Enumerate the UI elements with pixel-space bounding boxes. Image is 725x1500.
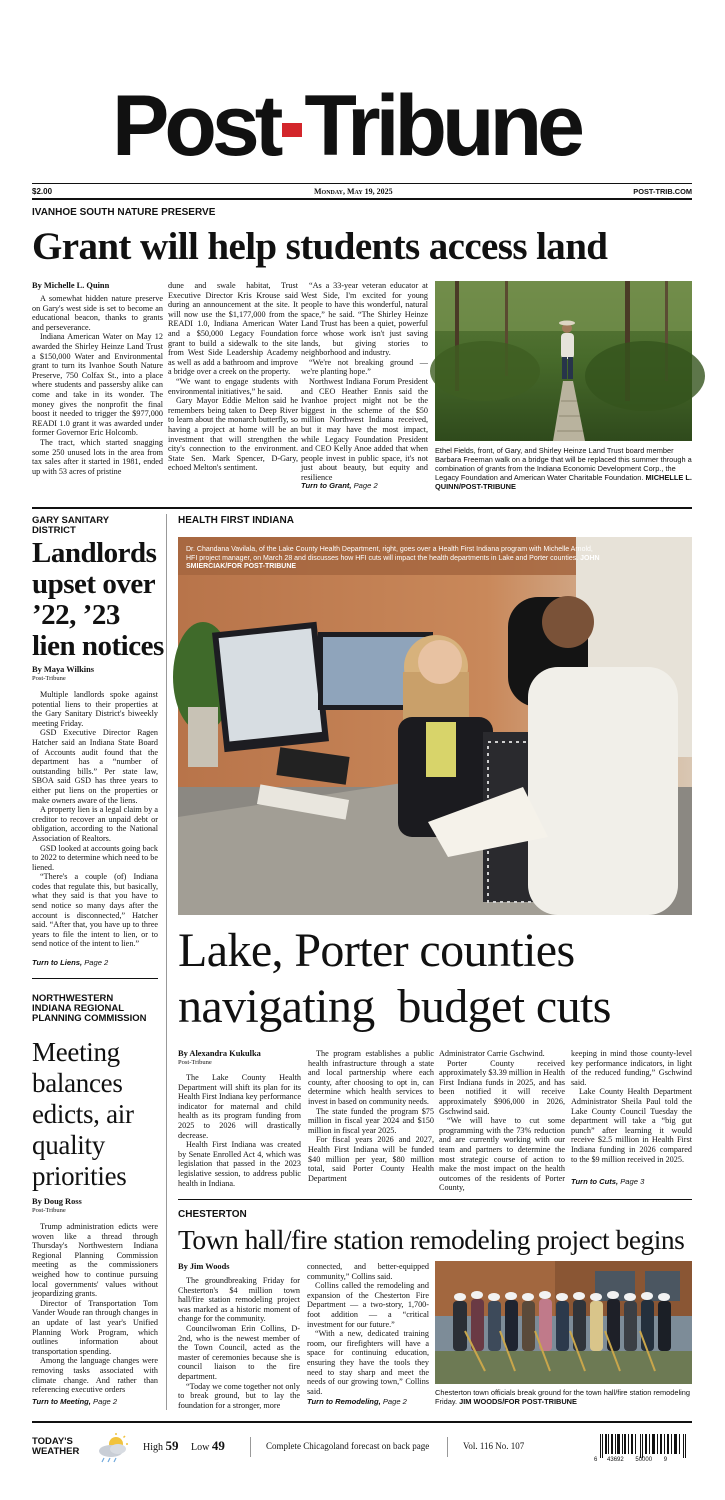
lead-photo-credit: MICHELLE L. QUINN/POST-TRIBUNE [435, 473, 692, 491]
lead-column-3: “As a 33-year veteran educator at West Side, I'm excited for young people to have this wonderful, natural space,” he said. “The Shirley Heinze Land Trust has been a quiet, powerful force whose work isn't just saving lands, but giving stories to neighborhood and industry. “We're not breaking ground — we're planting hope.” Northwest Indiana Forum President and CEO Heather Ennis said the Ivanhoe project might not be the biggest in the scheme of the $50 million Northwest Indiana received, but it may have the most impact, while Legacy Foundation President and CEO Kelly Anoe added that when people invest in public space, it's not just about beauty, but equity and resilience [301, 281, 428, 482]
lead-photo-scene [435, 281, 692, 441]
health-column-3: Administrator Carrie Gschwind. Porter County received approximately $3.39 million in Health First Indiana funds in 2025, and has been notified it will receive approximately $906,000 in 2026, Gschwind said. “We will have to cut some programming with the 73% reduction and are currently working with our team and partners to determine the most strategic course of action to make the most impact on the health outcomes of the residents of Porter County, [439, 1049, 565, 1193]
barcode-digits: 6 43692 50000 9 [594, 1457, 668, 1463]
chesterton-photo-scene [435, 1261, 692, 1384]
meeting-kicker: NORTHWESTERN INDIANA REGIONAL PLANNING COMMISSION [32, 993, 147, 1024]
masthead-title-post: Post [112, 78, 279, 174]
website-link[interactable]: POST-TRIB.COM [633, 187, 692, 196]
footer-rule [32, 1421, 692, 1423]
health-jump-link[interactable]: Turn to Cuts, Page 3 [571, 1177, 645, 1186]
lead-headline: Grant will help students access land [32, 225, 608, 268]
lead-column-2: dune and swale habitat, Trust Executive Director Kris Krouse said during an announcement at the site. It will now use the $1,177,000 from the READI 1.0, Indiana American Water and a $50,000 Legacy Foundation grant to build a sidewalk to the site from West Side Leadership Academy as well as add a bathroom and improve a bridge over a creek on the property. “We want to engage students with environmental initiatives,” he said. Gary Mayor Eddie Melton said he remembers being taken to Deep River to learn about the monarch butterfly, so having a project at home will be an investment that will strengthen the city's connection to the environment. State Sen. Mark Spencer, D-Gary, echoed Melton's sentiment. [168, 281, 298, 473]
lead-byline: By Michelle L. Quinn [32, 281, 110, 290]
chesterton-photo-credit: JIM WOODS/FOR POST-TRIBUNE [459, 1397, 577, 1406]
health-kicker: HEALTH FIRST INDIANA [178, 515, 294, 526]
weather-label: TODAY'S WEATHER [32, 1436, 80, 1457]
health-column-4: keeping in mind those county-level key performance indicators, in light of the reduced funding,” Gschwind said. Lake County Health Department Administrator Sheila Paul told the Lake County Council Tuesday the department will take a “big gut punch” after learning it would receive $2.5 million in Health First Indiana funding in 2026 compared to the $9 million received in 2025. [571, 1049, 692, 1164]
rail-divider [166, 514, 167, 1410]
chesterton-kicker: CHESTERTON [178, 1209, 247, 1220]
masthead [0, 78, 725, 188]
masthead-rule-bottom [32, 198, 692, 200]
lead-bottom-rule [32, 507, 692, 509]
sun-cloud-rain-icon [94, 1432, 134, 1464]
lead-kicker: IVANHOE SOUTH NATURE PRESERVE [32, 207, 216, 218]
landlords-body: Multiple landlords spoke against potential liens to their properties at the Gary Sanitary District's biweekly meeting Friday. GSD Executive Director Ragen Hatcher said an Indiana State Board of Accounts audit found that the department has a “number of outstanding bills.” Per state law, SBOA said GSD has three years to either put liens on the properties or make owners aware of the liens. A property lien is a legal claim by a creditor to recover an unpaid debt or obligation, according to the National Association of Realtors. GSD looked at accounts going back to 2022 to determine which need to be liened. “There's a couple (of) Indiana codes that regulate this, but basically, what they said is that you have to send notice so many days after the account is disconnected,” Hatcher said. “After that, you have up to three years to file the intent to lien, or to send notice of the intent to lien.” [32, 690, 158, 949]
health-headline-line-1: Lake, Porter counties [178, 924, 575, 977]
chesterton-byline: By Jim Woods [178, 1262, 230, 1271]
health-bottom-rule [178, 1199, 692, 1200]
landlords-bottom-rule [32, 978, 158, 979]
barcode-bars [594, 1434, 692, 1458]
masthead-dash [282, 123, 302, 137]
health-headline-line-2: navigating budget cuts [178, 980, 611, 1033]
meeting-byline: By Doug Ross [32, 1197, 82, 1206]
volume-number: Vol. 116 No. 107 [463, 1441, 525, 1451]
meeting-byline-sub: Post-Tribune [32, 1207, 66, 1214]
health-byline: By Alexandra Kukulka [178, 1049, 261, 1058]
forecast-note: Complete Chicagoland forecast on back page [266, 1441, 430, 1451]
chesterton-photo-caption: Chesterton town officials break ground for the town hall/fire station remodeling Friday. JIM WOODS/FOR POST-TRIBUNE [435, 1388, 690, 1406]
lead-jump-link[interactable]: Turn to Grant, Page 2 [301, 481, 378, 490]
chesterton-headline: Town hall/fire station remodeling project begins [178, 1224, 685, 1255]
landlords-jump-link[interactable]: Turn to Liens, Page 2 [32, 958, 109, 967]
chesterton-jump-link[interactable]: Turn to Remodeling, Page 2 [307, 1397, 407, 1406]
landlords-byline: By Maya Wilkins [32, 665, 95, 674]
barcode [594, 1434, 692, 1466]
low-temp: Low 49 [191, 1438, 225, 1453]
lead-column-1: A somewhat hidden nature preserve on Gary's west side is set to become an educational beacon, thanks to grants and perseverance. Indiana American Water on May 12 awarded the Shirley Heinze Land Trust a $150,000 Water and Environmental grant to turn its Ivanhoe South Nature Preserve, 750 Colfax St., into a place where students and passersby alike can come and take in its wonder. The money gives the nonprofit the final boost it needed to trigger the $977,000 READI 1.0 grant it was awarded under former Governor Eric Holcomb. The tract, which started snagging some 250 unused lots in the area from tax sales after it started in 1981, ended up with 53 acres of pristine [32, 294, 163, 476]
lead-photo-caption: Ethel Fields, front, of Gary, and Shirley Heinze Land Trust board member Barbara Freeman walk on a bridge that will be replaced this summer through a combination of grants from the Indiana Economic Development Corp., the Legacy Foundation and American Water Charitable Foundation. MICHELLE L. QUINN/POST-TRIBUNE [435, 446, 692, 491]
masthead-title [112, 78, 612, 174]
chesterton-column-1: The groundbreaking Friday for Chesterton's $4 million town hall/fire station remodeling project was marked as a historic moment of change for the community. Councilwoman Erin Collins, D-2nd, who is the newest member of the Town Council, acted as the master of ceremonies because she is council liaison to the fire department. “Today we come together not only to break ground, but to lay the foundation for a stronger, more [178, 1276, 300, 1410]
meeting-body: Trump administration edicts were woven like a thread through Thursday's Northwestern Indiana Regional Planning Commission meeting as the commissioners weighed how to continue pursuing local governments' values without jeopardizing grants. Director of Transportation Tom Vander Woude ran through changes in an update of last year's Unified Planning Work Program, which outlines information about transportation spending. Among the language changes were removing tasks associated with climate change. And rather than referencing executive orders [32, 1222, 158, 1395]
landlords-kicker: GARY SANITARY DISTRICT [32, 515, 109, 536]
masthead-title-tribune: Tribune [304, 78, 580, 174]
chesterton-photo [435, 1261, 692, 1384]
health-photo-credit: JOHN SMIERCIAK/FOR POST-TRIBUNE [186, 554, 600, 571]
high-temp: High 59 [143, 1438, 179, 1453]
health-column-2: The program establishes a public health infrastructure through a state and local partnership where each county, after choosing to opt in, can determine which health services to invest in based on community needs. The state funded the program $75 million in fiscal year 2024 and $150 million in fiscal year 2025. For fiscal years 2026 and 2027, Health First Indiana will be funded $40 million per year, $80 million total, said Porter County Health Department [308, 1049, 434, 1183]
health-photo-caption: Dr. Chandana Vavilala, of the Lake County Health Department, right, goes over a Health First Indiana program with Michelle Arnold, HFI project manager, on March 28 and discusses how HFI cuts will impact the health departments in Lake and Porter counties. JOHN SMIERCIAK/FOR POST-TRIBUNE [186, 546, 600, 571]
chesterton-column-2: connected, and better-equipped community,” Collins said. Collins called the remodeling and expansion of the Chesterton Fire Department — a two-story, 1,700-foot addition — a “critical investment for our future.” “With a new, dedicated training room, our firefighters will have a space for continuing education, ensuring they have the tools they need to stay sharp and meet the needs of our growing town,” Collins said. [307, 1262, 429, 1396]
health-byline-sub: Post-Tribune [178, 1059, 212, 1066]
landlords-headline: Landlords upset over ’22, ’23 lien notices [32, 537, 164, 662]
landlords-byline-sub: Post-Tribune [32, 675, 66, 682]
health-column-1: The Lake County Health Department will shift its plan for its Health First Indiana key performance indicator for maternal and child health as its program funding from 2025 to 2026 will drastically decrease. Health First Indiana was created by Senate Enrolled Act 4, which was legislation that passed in the 2023 legislative session, to address public health in Indiana. [178, 1073, 301, 1188]
health-photo [178, 537, 692, 915]
meeting-headline: Meeting balances edicts, air quality priorities [32, 1037, 134, 1191]
health-photo-scene [178, 537, 692, 915]
meeting-jump-link[interactable]: Turn to Meeting, Page 2 [32, 1397, 118, 1406]
footer-divider-1 [250, 1437, 251, 1457]
masthead-rule-top [32, 183, 692, 184]
issue-date: Monday, May 19, 2025 [314, 187, 393, 196]
price: $2.00 [32, 187, 53, 196]
lead-photo [435, 281, 692, 441]
footer-divider-2 [447, 1437, 448, 1457]
